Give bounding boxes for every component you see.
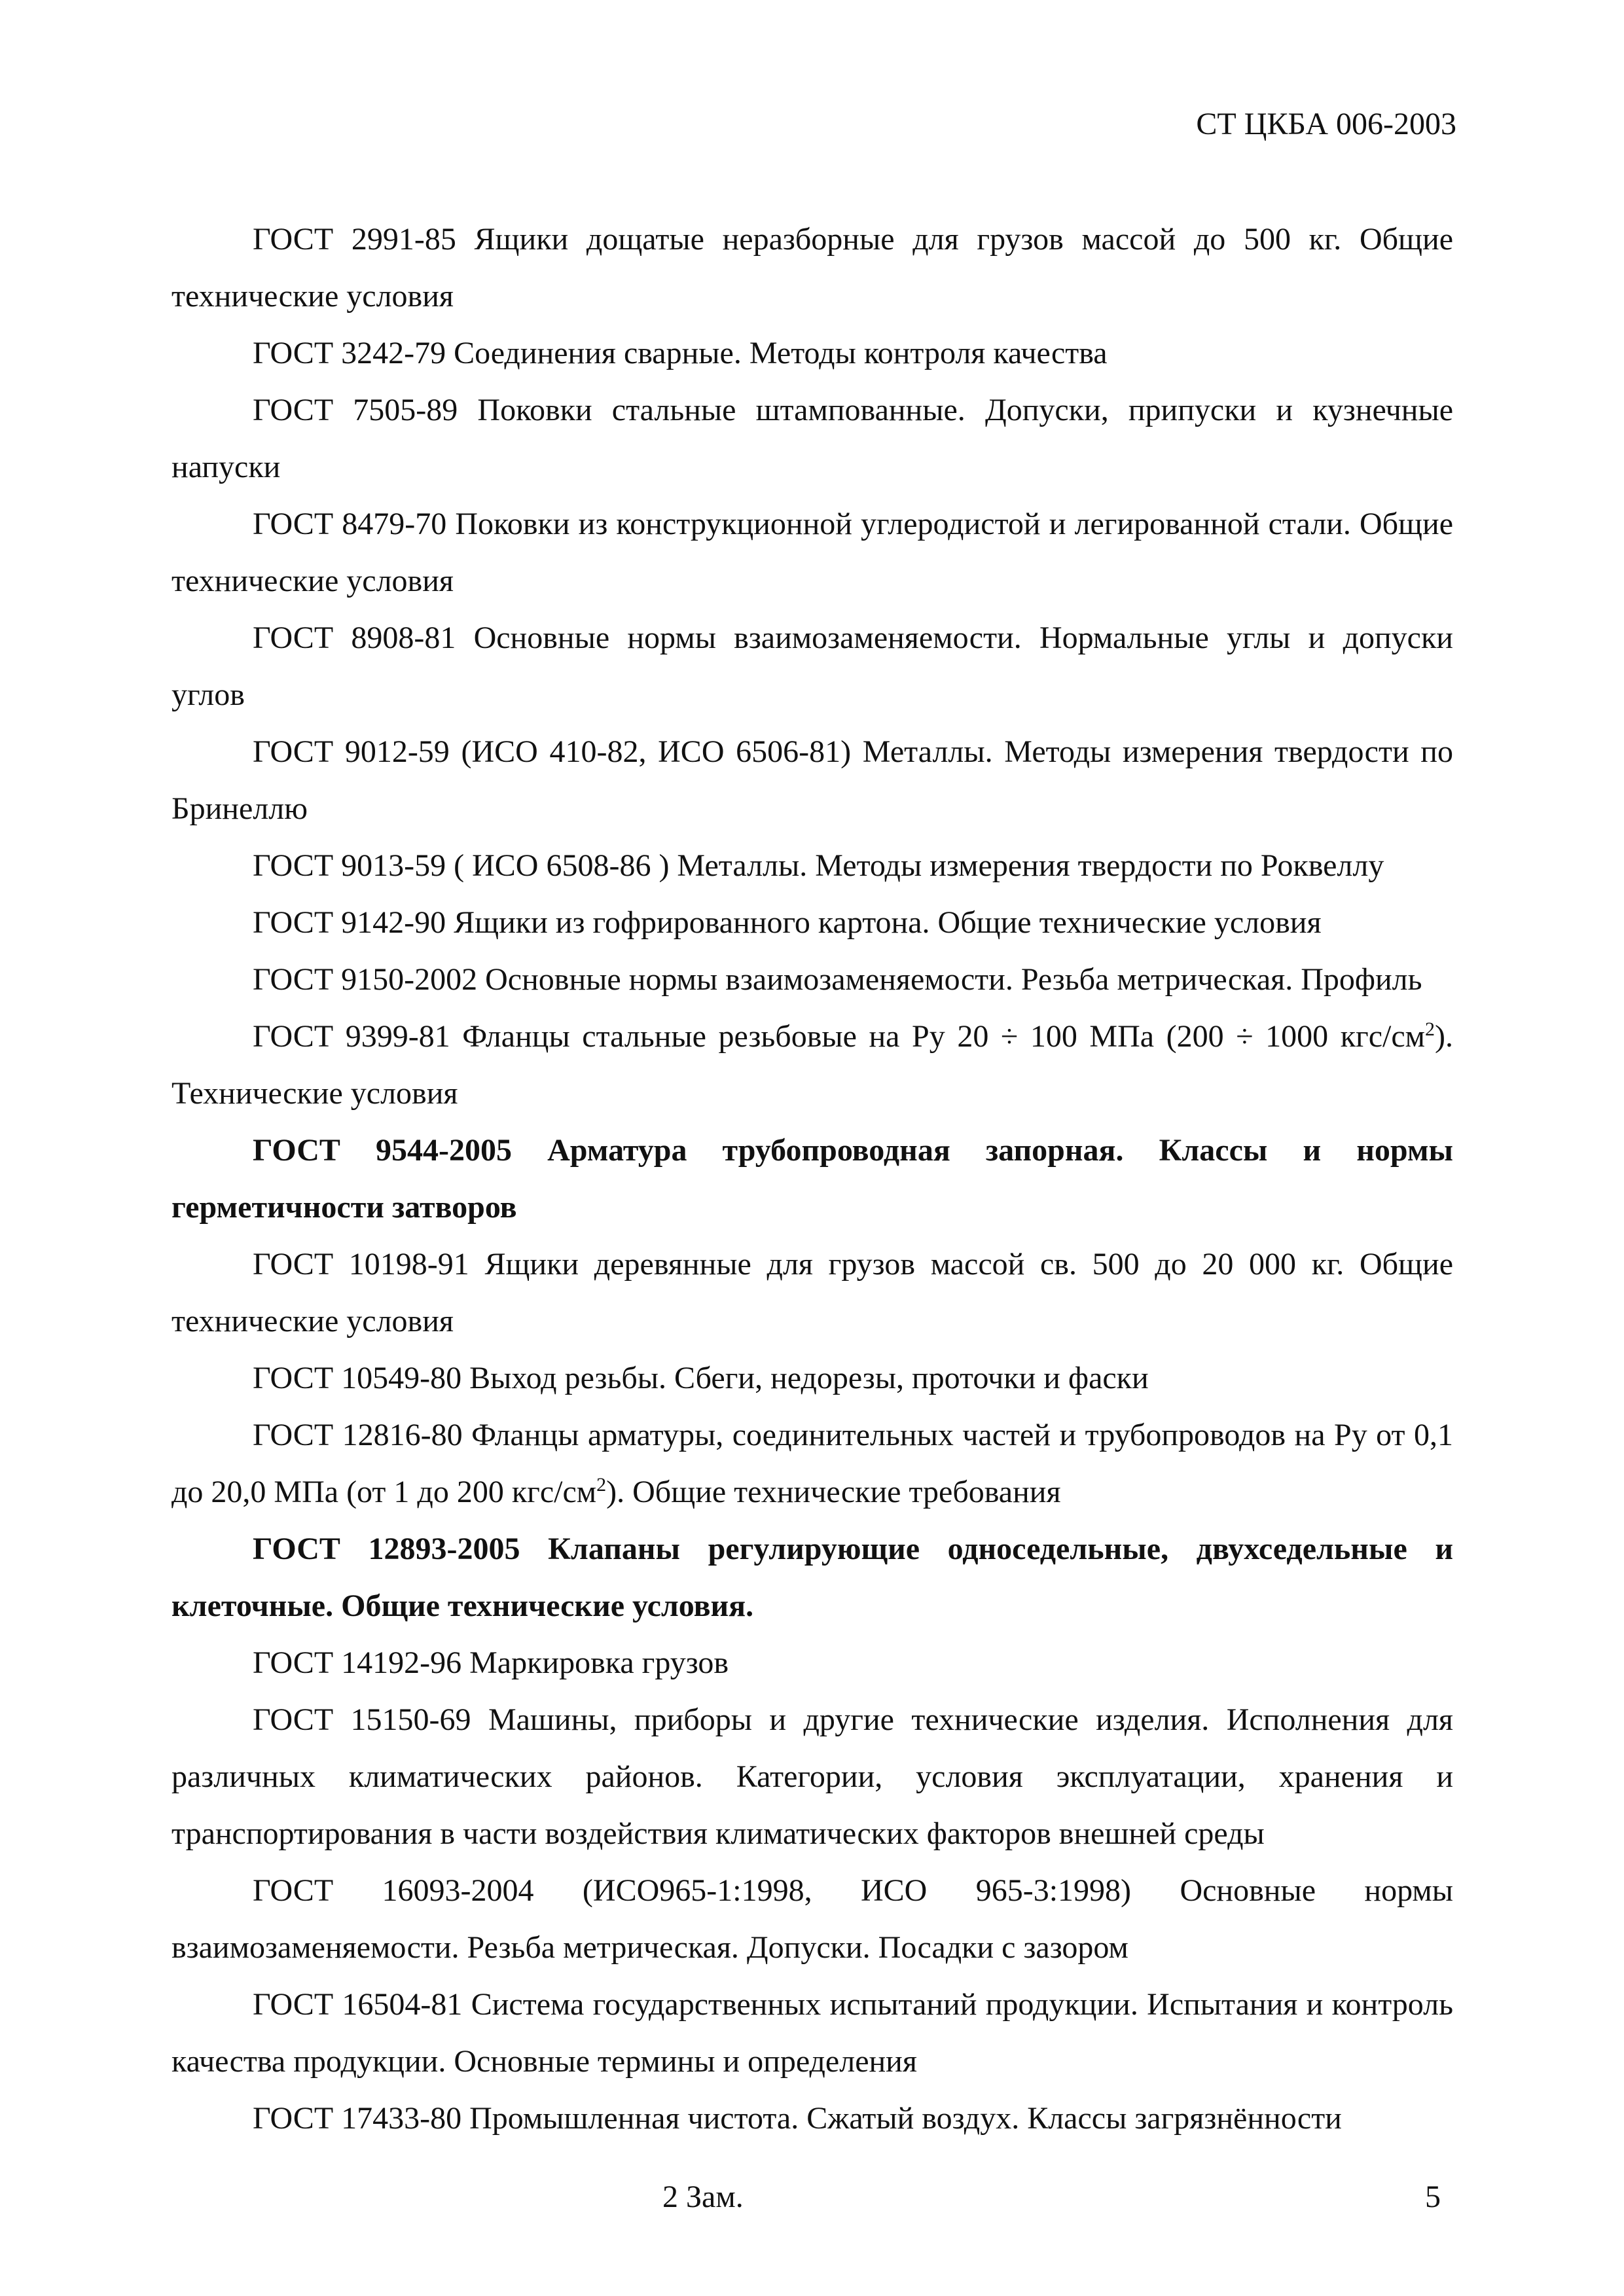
reference-item: ГОСТ 17433-80 Промышленная чистота. Сжатый воздух. Классы загрязнённости <box>253 2101 1342 2136</box>
document-code: СТ ЦКБА 006-2003 <box>1196 107 1456 141</box>
superscript: 2 <box>596 1474 607 1496</box>
reference-item: ГОСТ 9150-2002 Основные нормы взаимозаменяемости. Резьба метрическая. Профиль <box>253 962 1422 997</box>
reference-text-before: ГОСТ 9399-81 Фланцы стальные резьбовые на Ру 20 ÷ 100 МПа (200 ÷ 1000 кгс/см <box>253 1019 1426 1054</box>
page-number: 5 <box>1425 2179 1441 2214</box>
reference-text-before: ГОСТ 12816-80 Фланцы арматуры, соединительных частей и трубопроводов на Ру от 0,1 до 20,0 МПа (от 1 до 200 кгс/см <box>171 1418 1453 1509</box>
reference-text-after: ). Технические условия <box>171 1019 1453 1111</box>
reference-item: ГОСТ 9012-59 (ИСО 410-82, ИСО 6506-81) Металлы. Методы измерения твердости по Бринеллю <box>171 734 1453 826</box>
superscript: 2 <box>1425 1018 1435 1040</box>
reference-item: ГОСТ 3242-79 Соединения сварные. Методы контроля качества <box>253 336 1108 370</box>
reference-item: ГОСТ 16504-81 Система государственных испытаний продукции. Испытания и контроль качества продукции. Основные термины и определения <box>171 1987 1453 2079</box>
reference-item: ГОСТ 15150-69 Машины, приборы и другие технические изделия. Исполнения для различных климатических районов. Категории, условия эксплуатации, хранения и транспортирования в части воздействия климатических факторов внешней среды <box>171 1702 1453 1851</box>
reference-item-with-superscript <box>171 1008 1453 1122</box>
reference-item: ГОСТ 14192-96 Маркировка грузов <box>253 1645 729 1680</box>
reference-item: ГОСТ 9013-59 ( ИСО 6508-86 ) Металлы. Методы измерения твердости по Роквеллу <box>253 848 1384 883</box>
reference-item: ГОСТ 10549-80 Выход резьбы. Сбеги, недорезы, проточки и фаски <box>253 1361 1149 1395</box>
reference-item: ГОСТ 16093-2004 (ИСО965-1:1998, ИСО 965-3:1998) Основные нормы взаимозаменяемости. Резьба метрическая. Допуски. Посадки с зазором <box>171 1873 1453 1965</box>
amendment-note: 2 Зам. <box>662 2179 744 2214</box>
reference-text-after: ). Общие технические требования <box>606 1475 1061 1509</box>
reference-item: ГОСТ 8479-70 Поковки из конструкционной углеродистой и легированной стали. Общие технические условия <box>171 507 1453 598</box>
reference-item-with-superscript <box>171 1407 1453 1520</box>
reference-item: ГОСТ 8908-81 Основные нормы взаимозаменяемости. Нормальные углы и допуски углов <box>171 620 1453 712</box>
reference-item: ГОСТ 9142-90 Ящики из гофрированного картона. Общие технические условия <box>253 905 1322 940</box>
normative-references-list <box>171 211 1453 2147</box>
reference-item-changed: ГОСТ 9544-2005 Арматура трубопроводная запорная. Классы и нормы герметичности затворов <box>171 1133 1453 1225</box>
reference-item-changed: ГОСТ 12893-2005 Клапаны регулирующие односедельные, двухседельные и клеточные. Общие технические условия. <box>171 1532 1453 1623</box>
reference-item: ГОСТ 2991-85 Ящики дощатые неразборные для грузов массой до 500 кг. Общие технические условия <box>171 222 1453 314</box>
reference-item: ГОСТ 7505-89 Поковки стальные штампованные. Допуски, припуски и кузнечные напуски <box>171 393 1453 484</box>
reference-item: ГОСТ 10198-91 Ящики деревянные для грузов массой св. 500 до 20 000 кг. Общие технические условия <box>171 1247 1453 1338</box>
